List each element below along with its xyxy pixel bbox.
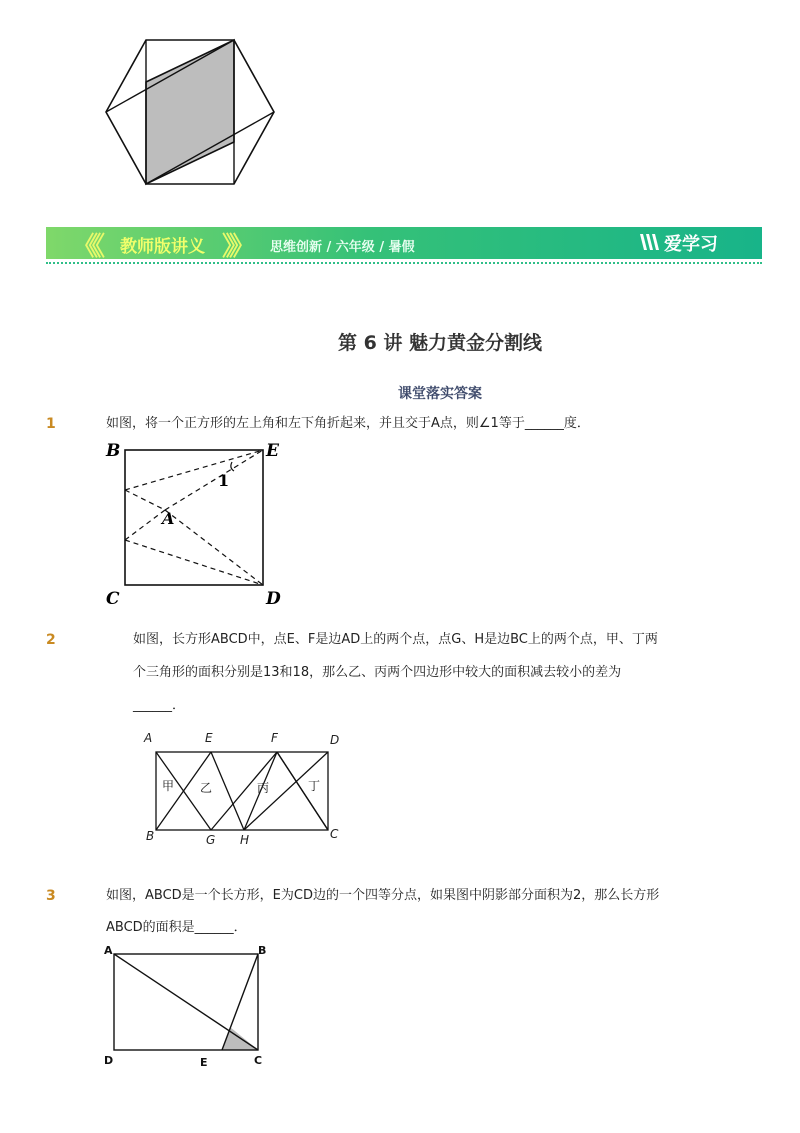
hexagon-figure (100, 34, 280, 190)
chevron-left-icon: 《《 (72, 232, 100, 262)
q2-label-e: E (205, 731, 213, 745)
q2-label-d: D (330, 733, 340, 747)
q1-label-e: E (266, 441, 279, 461)
q3-label-c: C (254, 1054, 263, 1067)
breadcrumb: 思维创新 / 六年级 / 暑假 (270, 240, 415, 255)
q2-label-g: G (206, 833, 216, 847)
brand-logo-icon (638, 230, 662, 254)
banner-badge: 教师版讲义 (120, 237, 205, 257)
question-2-text-line3: ______． (133, 698, 186, 713)
q2-region-ding: 丁 (308, 779, 321, 793)
q1-label-d: D (266, 589, 281, 609)
q2-region-bing: 丙 (257, 781, 270, 795)
banner-dotted-divider (46, 262, 762, 264)
q1-label-a: A (162, 509, 175, 528)
question-2-number: 2 (46, 632, 56, 648)
question-3-text-line1: 如图，ABCD是一个长方形，E为CD边的一个四等分点，如果图中阴影部分面积为2，那么长方形 (106, 888, 660, 903)
q1-label-c: C (106, 589, 120, 609)
q2-region-jia: 甲 (162, 779, 175, 793)
brand-name: 爱学习 (664, 234, 718, 255)
q1-label-angle: 1 (218, 471, 230, 490)
q2-label-h: H (240, 833, 250, 847)
question-2-text-line2: 个三角形的面积分别是13和18，那么乙、丙两个四边形中较大的面积减去较小的差为 (133, 665, 622, 680)
lecture-title: 第 6 讲 魅力黄金分割线 (337, 332, 543, 354)
q2-label-a: A (144, 731, 153, 745)
q2-label-f: F (271, 731, 278, 745)
q3-label-d: D (104, 1054, 114, 1067)
q1-label-b: B (106, 441, 121, 461)
section-title: 课堂落实答案 (398, 386, 482, 402)
q3-label-a: A (104, 944, 113, 957)
q2-label-c: C (330, 827, 339, 841)
question-3-figure (100, 940, 280, 1072)
q2-region-yi: 乙 (200, 781, 213, 795)
question-3-number: 3 (46, 888, 56, 904)
question-1-number: 1 (46, 416, 56, 432)
question-2-text-line1: 如图，长方形ABCD中，点E、F是边AD上的两个点，点G、H是边BC上的两个点，甲、丁两 (133, 632, 658, 647)
chevron-right-icon: 》》 (222, 232, 250, 262)
q3-label-b: B (258, 944, 267, 957)
question-2-figure (140, 726, 350, 850)
q3-label-e: E (200, 1056, 208, 1069)
question-1-figure (100, 438, 290, 610)
q2-label-b: B (146, 829, 155, 843)
question-3-text-line2: ABCD的面积是______． (106, 920, 247, 935)
question-1-text: 如图，将一个正方形的左上角和左下角折起来，并且交于A点，则∠1等于______度． (106, 416, 590, 431)
